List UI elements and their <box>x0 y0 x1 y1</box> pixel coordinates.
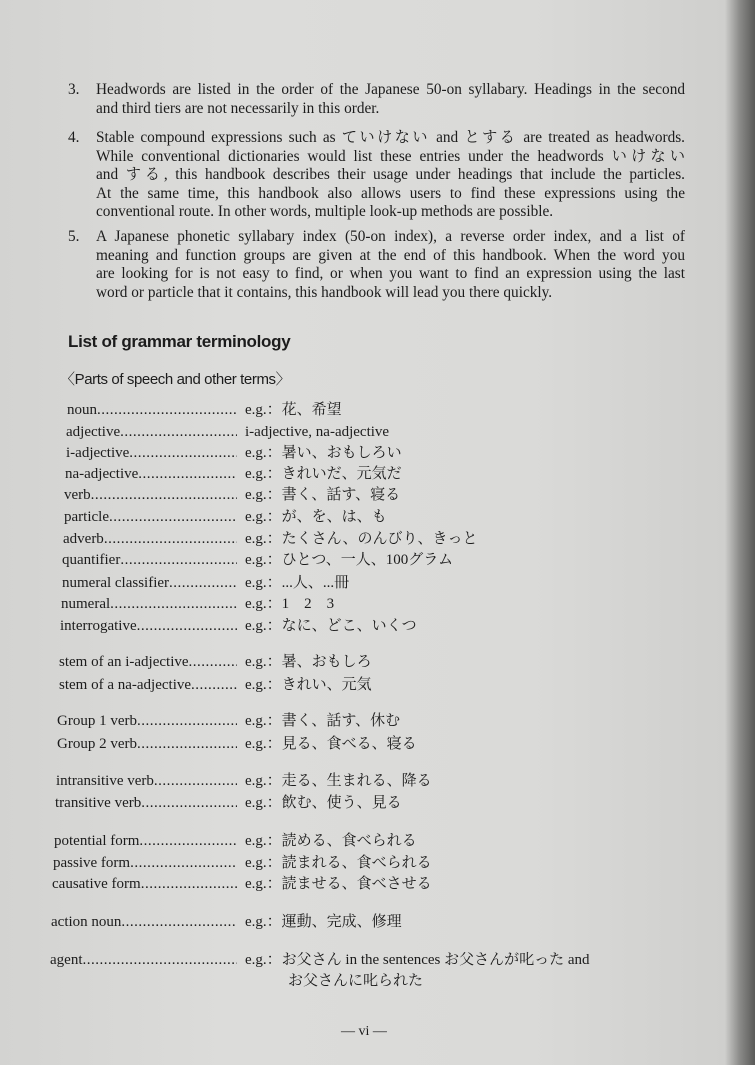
term <box>61 594 237 614</box>
term-row <box>56 771 432 791</box>
page-number: — vi — <box>341 1024 387 1039</box>
dot-leader <box>129 443 237 463</box>
term <box>56 771 237 791</box>
term-example: e.g.：飲む、使う、見る <box>245 795 402 811</box>
dot-leader <box>189 652 237 672</box>
list-item <box>68 129 688 222</box>
term-label: intransitive verb <box>56 773 154 789</box>
term <box>50 950 237 970</box>
term <box>54 831 237 851</box>
item-number: 3. <box>68 81 80 98</box>
dot-leader <box>97 400 237 420</box>
term-example: e.g.：運動、完成、修理 <box>245 914 402 930</box>
dot-leader <box>82 950 237 970</box>
dot-leader <box>141 793 237 813</box>
dot-leader <box>137 711 237 731</box>
term-label: na-adjective <box>65 466 139 482</box>
term-example: e.g.：読める、食べられる <box>245 833 417 849</box>
term-example: e.g.：なに、どこ、いくつ <box>245 618 417 634</box>
term-example-continued: お父さんに叱られた <box>288 973 424 989</box>
term-example: e.g.：読ませる、食べさせる <box>245 876 432 892</box>
section-heading: List of grammar terminology <box>68 332 291 351</box>
term-label: quantifier <box>62 552 121 568</box>
term-row <box>66 443 402 463</box>
paragraph-line: A Japanese phonetic syllabary index (50-on index), a reverse order index, and a list of <box>96 228 685 245</box>
term <box>59 675 237 695</box>
term <box>62 573 237 593</box>
term <box>66 443 237 463</box>
paragraph-line: conventional route. In other words, multiple look-up methods are possible. <box>96 203 554 220</box>
term-row <box>66 422 389 442</box>
term-label: stem of a na-adjective <box>59 677 192 693</box>
dot-leader <box>91 485 237 505</box>
term-example: e.g.：暑い、おもしろい <box>245 445 402 461</box>
paragraph-line: While conventional dictionaries would list these entries under the headwords いけない <box>96 147 685 165</box>
term-row <box>59 652 372 672</box>
term-label: passive form <box>53 855 131 871</box>
term-row <box>55 793 402 813</box>
term-row <box>57 734 417 754</box>
term-label: Group 1 verb <box>57 713 137 729</box>
term <box>63 529 237 549</box>
term-row <box>51 912 402 932</box>
term-label: numeral <box>61 596 111 612</box>
term-label: adverb <box>63 531 104 547</box>
dot-leader <box>110 594 237 614</box>
term-row <box>54 831 417 851</box>
term <box>64 485 237 505</box>
term-label: adjective <box>66 424 121 440</box>
paragraph-line: Headwords are listed in the order of the Japanese 50-on syllabary. Headings in the second <box>96 81 685 98</box>
term-label: causative form <box>52 876 141 892</box>
dot-leader <box>120 550 237 570</box>
paragraph-line: are looking for is not easy to find, or when you want to find an expression using the last <box>96 265 685 282</box>
list-item <box>68 81 688 118</box>
dot-leader <box>130 853 237 873</box>
term-row <box>67 400 342 420</box>
dot-leader <box>120 422 237 442</box>
term-label: stem of an i-adjective <box>59 654 189 670</box>
term-row <box>62 573 349 593</box>
term <box>52 874 237 894</box>
item-number: 4. <box>68 129 80 146</box>
term-row <box>63 529 478 549</box>
paragraph-line: and する, this handbook describes their usage under headings that include the particles. <box>96 166 685 183</box>
term <box>64 507 237 527</box>
term-label: numeral classifier <box>62 575 170 591</box>
term <box>62 550 237 570</box>
dot-leader <box>169 573 237 593</box>
term-example: e.g.：暑、おもしろ <box>245 654 372 670</box>
item-number: 5. <box>68 228 80 245</box>
term-example: e.g.：たくさん、のんびり、きっと <box>245 531 478 547</box>
term-example: e.g.：...人、...冊 <box>245 575 350 591</box>
term <box>57 711 237 731</box>
term-label: i-adjective <box>66 445 130 461</box>
term-example: e.g.：きれい、元気 <box>245 677 372 693</box>
dot-leader <box>137 734 237 754</box>
term <box>57 734 237 754</box>
term-example: e.g.：お父さん in the sentences お父さんが叱った and <box>245 952 590 968</box>
term-row <box>61 594 334 614</box>
term-row <box>64 507 387 527</box>
term <box>60 616 237 636</box>
term-example: i-adjective, na-adjective <box>245 424 390 440</box>
term <box>51 912 237 932</box>
subsection-heading: 〈Parts of speech and other terms〉 <box>60 371 291 388</box>
term-example: e.g.：きれいだ、元気だ <box>245 466 402 482</box>
term-row <box>50 950 590 970</box>
dot-leader <box>121 912 237 932</box>
term-label: interrogative <box>60 618 137 634</box>
dot-leader <box>104 529 237 549</box>
term-row <box>65 464 402 484</box>
term <box>55 793 237 813</box>
term-label: transitive verb <box>55 795 142 811</box>
term-row <box>60 616 417 636</box>
paragraph-line: word or particle that it contains, this handbook will lead you there quickly. <box>96 283 553 301</box>
term-row <box>59 675 372 695</box>
term-label: verb <box>64 487 91 503</box>
term-row <box>52 874 432 894</box>
term <box>53 853 237 873</box>
term <box>66 422 237 442</box>
term <box>67 400 237 420</box>
term-example: e.g.：花、希望 <box>245 402 342 418</box>
term-example: e.g.：走る、生まれる、降る <box>245 773 432 789</box>
dot-leader <box>137 616 237 636</box>
dot-leader <box>109 507 237 527</box>
term-example: e.g.：ひとつ、一人、100グラム <box>245 552 454 568</box>
term-example: e.g.：1 2 3 <box>245 596 335 612</box>
paragraph-line: and third tiers are not necessarily in this order. <box>96 99 380 117</box>
term-example: e.g.：書く、話す、寝る <box>245 487 401 503</box>
term-label: potential form <box>54 833 140 849</box>
term-label: Group 2 verb <box>57 736 137 752</box>
term-label: noun <box>67 402 97 418</box>
term-label: particle <box>64 509 109 525</box>
paragraph-line: meaning and function groups are given at the end of this handbook. When the word you <box>96 246 685 264</box>
term <box>65 464 237 484</box>
term-label: action noun <box>51 914 122 930</box>
dot-leader <box>138 464 237 484</box>
term-example: e.g.：読まれる、食べられる <box>245 855 432 871</box>
term-row <box>64 485 400 505</box>
term <box>59 652 237 672</box>
dot-leader <box>141 874 237 894</box>
term-example: e.g.：見る、食べる、寝る <box>245 736 417 752</box>
term-row <box>53 853 432 873</box>
paragraph-line: Stable compound expressions such as ていけない and とする are treated as headwords. <box>96 129 685 146</box>
dot-leader <box>191 675 237 695</box>
paragraph-line: At the same time, this handbook also allows users to find these expressions using the <box>96 184 685 202</box>
dot-leader <box>154 771 237 791</box>
term-row <box>62 550 453 570</box>
dot-leader <box>139 831 237 851</box>
list-item <box>68 228 688 302</box>
term-example: e.g.：が、を、は、も <box>245 509 387 525</box>
term-row <box>57 711 400 731</box>
term-example: e.g.：書く、話す、休む <box>245 713 401 729</box>
term-label: agent <box>50 952 83 968</box>
